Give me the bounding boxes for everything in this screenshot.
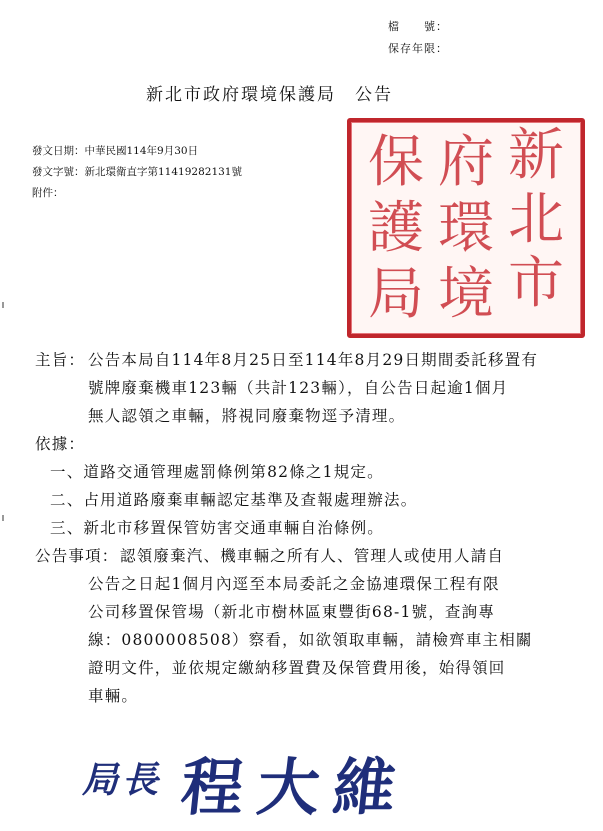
issue-date-label: 發文日期：: [32, 145, 85, 157]
document-number-value: 新北環衛直字第11419282131號: [84, 166, 242, 178]
basis-item: 二、占用道路廢棄車輛認定基準及查報處理辦法。: [50, 491, 418, 509]
signature-title: 局長: [82, 759, 163, 801]
seal-char: 府: [438, 130, 494, 195]
notice-line: 公告之日起1個月內逕至本局委託之金協連環保工程有限: [88, 575, 500, 593]
notice-line: 認領廢棄汽、機車輛之所有人、管理人或使用人請自: [120, 547, 505, 565]
attachment-label: 附件：: [32, 187, 64, 199]
file-number-label: 檔 號：: [388, 20, 448, 33]
subject-label: 主旨：: [35, 351, 86, 369]
basis-item: 一、道路交通管理處罰條例第82條之1規定。: [50, 463, 384, 481]
seal-char: 護: [368, 196, 424, 261]
scan-mark: [2, 302, 4, 308]
notice-line: 車輛。: [88, 687, 139, 705]
issue-date: [32, 143, 198, 158]
basis-item: 三、新北市移置保管妨害交通車輛自治條例。: [50, 519, 385, 537]
scan-mark: [2, 515, 4, 521]
notice-line: 線：0800008508）察看，如欲領取車輛，請檢齊車主相關: [88, 631, 533, 649]
subject-line: 無人認領之車輛，將視同廢棄物逕予清理。: [88, 407, 406, 425]
notice-label: 公告事項：: [35, 547, 119, 565]
seal-column-1: [503, 124, 569, 316]
page-title: 新北市政府環境保護局 公告: [146, 85, 393, 105]
notice-line: 證明文件，並依規定繳納移置費及保管費用後，始得領回: [88, 659, 506, 677]
seal-char: 保: [368, 130, 424, 195]
seal-char: 市: [508, 251, 564, 316]
seal-char: 新: [508, 123, 564, 188]
seal-char: 環: [438, 196, 494, 261]
issue-date-value: 中華民國114年9月30日: [84, 145, 199, 157]
seal-column-2: [433, 130, 499, 328]
seal-char: 北: [508, 187, 564, 252]
document-number-label: 發文字號：: [32, 166, 85, 178]
subject-line: 號牌廢棄機車123輛（共計123輛），自公告日起逾1個月: [88, 379, 509, 397]
basis-label: 依據：: [35, 435, 86, 453]
seal-column-3: [363, 130, 429, 328]
notice-line: 公司移置保管場（新北市樹林區東豐街68-1號，查詢專: [88, 603, 496, 621]
subject-line: 公告本局自114年8月25日至114年8月29日期間委託移置有: [88, 351, 539, 369]
official-seal: [347, 118, 585, 338]
seal-char: 境: [438, 262, 494, 327]
signature-name: 程大維: [177, 751, 414, 824]
document-number: [32, 164, 242, 179]
seal-char: 局: [368, 262, 424, 327]
retention-period-label: 保存年限：: [388, 42, 448, 55]
